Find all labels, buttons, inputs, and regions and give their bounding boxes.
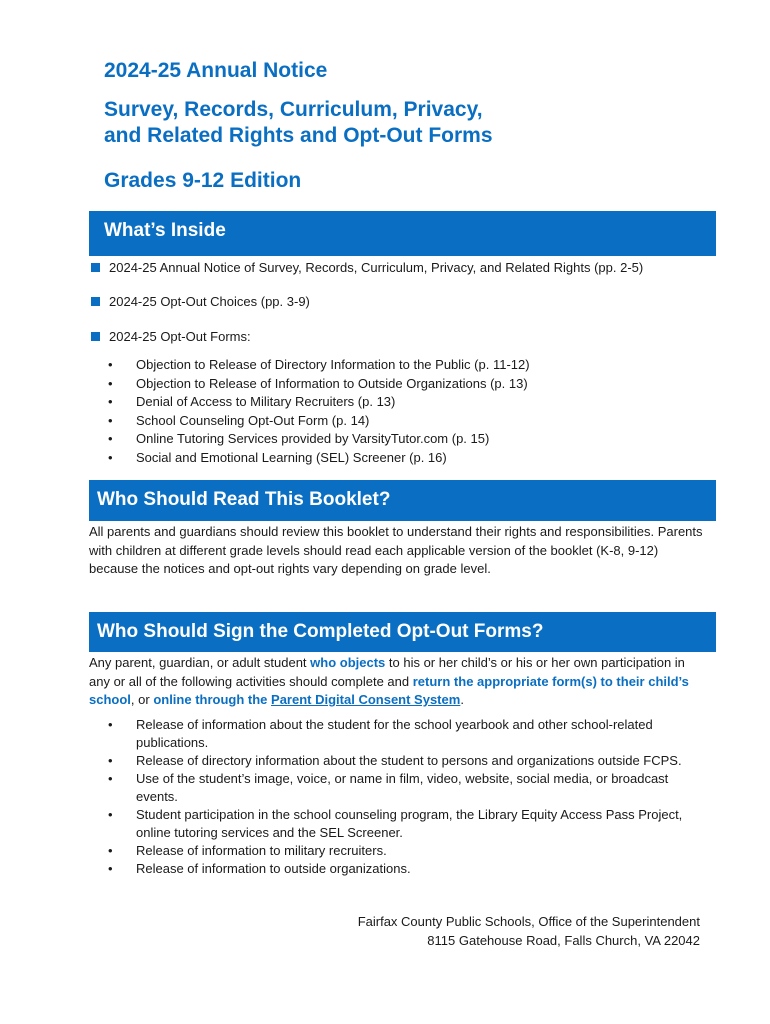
text-run: , or (130, 692, 154, 707)
who-should-sign-heading: Who Should Sign the Completed Opt-Out Forms? (89, 612, 716, 652)
list-item (108, 412, 608, 431)
square-bullet-icon (91, 297, 100, 306)
who-objects-emphasis: who objects (310, 655, 386, 670)
bullet-icon: • (108, 431, 113, 446)
who-should-sign-text (89, 654, 709, 710)
bullet-icon: • (108, 861, 113, 876)
parent-digital-consent-system-link[interactable]: Parent Digital Consent System (271, 692, 461, 707)
edition-title: Grades 9-12 Edition (104, 169, 302, 192)
text-run: . (460, 692, 464, 707)
footer-address: 8115 Gatehouse Road, Falls Church, VA 22042 (427, 933, 700, 948)
bullet-icon: • (108, 375, 113, 391)
text-run: to his or her child’s or his or her own participation in any or all of the following activities should complete and (89, 655, 685, 689)
bullet-icon: • (108, 394, 113, 409)
notice-year-title: 2024-25 Annual Notice (104, 59, 328, 82)
list-item-text: Release of information to outside organizations. (136, 861, 411, 876)
list-item-text: Release of directory information about the student to persons and organizations outside FCPS. (136, 753, 682, 768)
footer-organization: Fairfax County Public Schools, Office of the Superintendent (357, 914, 700, 929)
opt-out-forms-list (108, 356, 608, 467)
contents-item-label: 2024-25 Opt-Out Choices (pp. 3-9) (109, 294, 310, 309)
list-item-text: Release of information about the student for the school yearbook and other school-related publications. (136, 717, 653, 750)
list-item-text: Social and Emotional Learning (SEL) Screener (p. 16) (136, 449, 447, 465)
contents-item (91, 294, 310, 310)
list-item (108, 393, 608, 412)
whats-inside-heading: What’s Inside (89, 211, 716, 256)
contents-item (91, 260, 643, 276)
list-item (108, 860, 708, 878)
opt-out-activities-list (108, 716, 708, 878)
list-item (108, 842, 708, 860)
contents-item-label: 2024-25 Opt-Out Forms: (109, 329, 251, 344)
bullet-icon: • (108, 449, 113, 465)
square-bullet-icon (91, 263, 100, 272)
who-should-read-heading: Who Should Read This Booklet? (89, 480, 716, 521)
list-item (108, 356, 608, 375)
square-bullet-icon (91, 332, 100, 341)
list-item-text: Release of information to military recruiters. (136, 843, 387, 858)
return-forms-emphasis: return the appropriate form(s) to their child’s school (89, 673, 689, 707)
who-should-read-text: All parents and guardians should review this booklet to understand their rights and responsibilities. Parents with children at different grade levels should read each applicable version of the booklet (K-8, 9-12) because the notices and opt-out rights vary depending on grade level. (89, 524, 703, 576)
contents-item-label: 2024-25 Annual Notice of Survey, Records, Curriculum, Privacy, and Related Rights (pp. 2-5) (109, 260, 644, 275)
notice-title-line-1: Survey, Records, Curriculum, Privacy, (104, 98, 483, 121)
list-item (108, 716, 708, 752)
list-item-text: School Counseling Opt-Out Form (p. 14) (136, 412, 370, 428)
online-emphasis: online through the (153, 692, 272, 707)
bullet-icon: • (108, 412, 113, 428)
list-item (108, 770, 708, 806)
list-item-text: Online Tutoring Services provided by VarsityTutor.com (p. 15) (136, 431, 490, 446)
list-item-text: Student participation in the school counseling program, the Library Equity Access Pass Project, online tutoring services and the SEL Screener. (136, 807, 683, 840)
notice-title-line-2: and Related Rights and Opt-Out Forms (104, 124, 493, 147)
bullet-icon: • (108, 357, 113, 372)
bullet-icon: • (108, 753, 113, 768)
bullet-icon: • (108, 771, 113, 786)
bullet-icon: • (108, 717, 113, 732)
list-item-text: Use of the student’s image, voice, or name in film, video, website, social media, or broadcast events. (136, 771, 669, 804)
list-item-text: Objection to Release of Directory Information to the Public (p. 11-12) (136, 357, 530, 372)
list-item (108, 430, 608, 449)
bullet-icon: • (108, 807, 113, 822)
list-item (108, 752, 708, 770)
contents-item (91, 329, 251, 345)
list-item (108, 375, 608, 394)
list-item-text: Denial of Access to Military Recruiters (p. 13) (136, 394, 396, 409)
list-item (108, 806, 708, 842)
bullet-icon: • (108, 843, 113, 858)
list-item-text: Objection to Release of Information to Outside Organizations (p. 13) (136, 375, 528, 391)
text-run: Any parent, guardian, or adult student (89, 655, 311, 670)
list-item (108, 449, 608, 468)
